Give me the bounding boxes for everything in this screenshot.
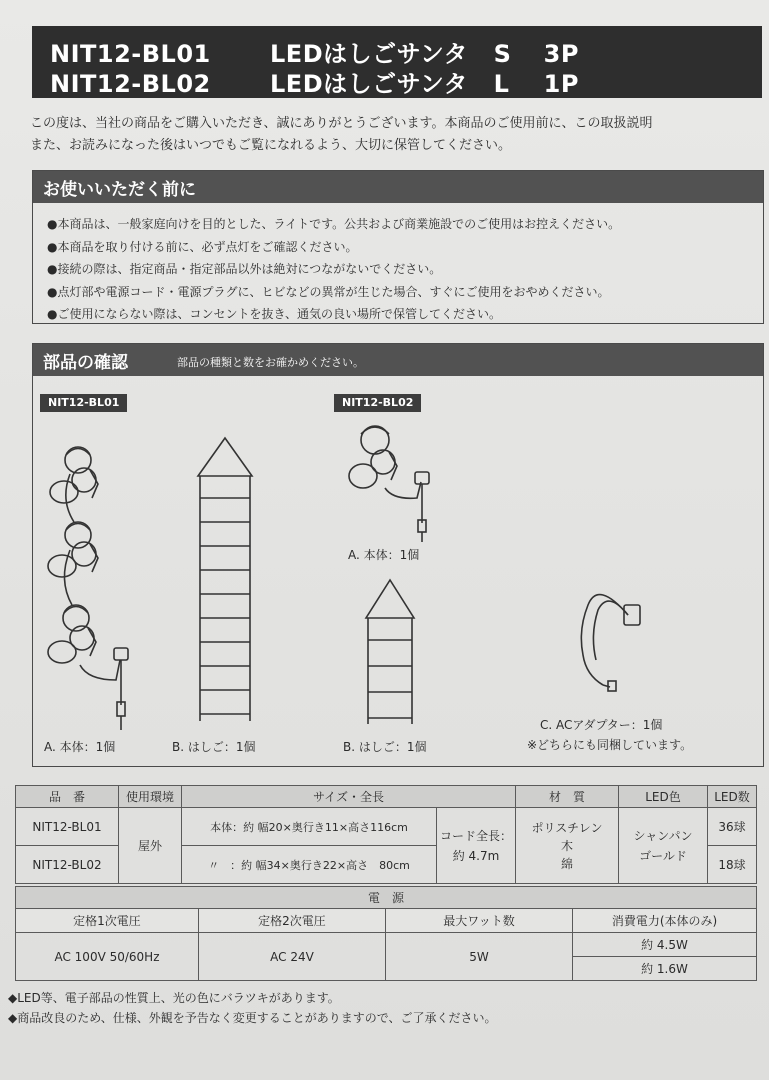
table-row <box>16 808 757 846</box>
product-size: S <box>493 40 512 68</box>
header-cell: LED数 <box>708 786 757 808</box>
footnotes <box>8 988 497 1028</box>
product-name: LEDはしごサンタ <box>270 70 468 98</box>
header-cell: 使用環境 <box>119 786 182 808</box>
product-size: L <box>493 70 510 98</box>
model-tag-bl01: NIT12-BL01 <box>40 394 127 412</box>
table-header-row <box>16 786 757 808</box>
before-use-section <box>32 170 764 324</box>
led-count-cell: 18球 <box>708 846 757 884</box>
cord-cell <box>437 808 516 884</box>
material-item: 木 <box>560 838 573 853</box>
environment-cell: 屋外 <box>119 808 182 884</box>
bullet-item: ●本商品を取り付ける前に、必ず点灯をご確認ください。 <box>47 239 358 254</box>
caption-a-bl02: A. 本体：1個 <box>348 548 420 562</box>
footnote: ◆商品改良のため、仕様、外観を予告なく変更することがありますので、ご了承ください。 <box>8 1011 497 1025</box>
spec-table <box>15 785 757 884</box>
secondary-voltage-cell: AC 24V <box>199 933 386 981</box>
bullet-item: ●点灯部や電源コード・電源プラグに、ヒビなどの異常が生じた場合、すぐにご使用をおやめください。 <box>47 284 610 299</box>
ladder-tall-illustration <box>190 436 260 726</box>
primary-voltage-cell: AC 100V 50/60Hz <box>16 933 199 981</box>
product-code: NIT12-BL02 <box>50 70 211 98</box>
ladder-short-illustration <box>360 578 420 728</box>
header-cell: 材 質 <box>516 786 619 808</box>
caption-a-bl01: A. 本体：1個 <box>44 740 116 754</box>
caption-c-note: ※どちらにも同梱しています。 <box>527 738 693 752</box>
header-cell: 最大ワット数 <box>386 909 573 933</box>
cord-value: 約 4.7m <box>452 848 500 863</box>
caption-b-bl01: B. はしご：1個 <box>172 740 256 754</box>
header-cell: 消費電力(本体のみ) <box>573 909 757 933</box>
section-title: お使いいただく前に <box>43 180 196 200</box>
section-header <box>33 344 763 376</box>
header-cell: LED色 <box>619 786 708 808</box>
product-qty: 3P <box>543 40 579 68</box>
title-bar <box>32 26 762 98</box>
section-title: 部品の確認 <box>43 353 128 373</box>
section-header <box>33 171 763 203</box>
consumption-cell: 約 1.6W <box>573 957 757 981</box>
bullet-list <box>47 213 620 326</box>
intro-line: この度は、当社の商品をご購入いただき、誠にありがとうございます。本商品のご使用前に、この取扱説明 <box>30 116 653 131</box>
led-color-line: ゴールド <box>639 848 687 863</box>
table-row <box>16 933 757 957</box>
section-subtitle: 部品の種類と数をお確かめください。 <box>177 356 364 369</box>
size-cell: 〃 ：約 幅34×奥行き22×高さ 80cm <box>182 846 437 884</box>
intro-text <box>30 113 652 157</box>
bullet-item: ●ご使用にならない際は、コンセントを抜き、通気の良い場所で保管してください。 <box>47 307 501 321</box>
product-qty: 1P <box>543 70 579 98</box>
header-cell: 定格1次電圧 <box>16 909 199 933</box>
led-color-line: シャンパン <box>633 828 693 843</box>
model-tag-bl02: NIT12-BL02 <box>334 394 421 412</box>
header-cell: サイズ・全長 <box>182 786 516 808</box>
santa-string-illustration <box>40 440 140 740</box>
header-cell: 定格2次電圧 <box>199 909 386 933</box>
max-watt-cell: 5W <box>386 933 573 981</box>
footnote: ◆LED等、電子部品の性質上、光の色にバラツキがあります。 <box>8 991 340 1005</box>
product-name: LEDはしごサンタ <box>270 40 468 68</box>
header-cell: 品 番 <box>16 786 119 808</box>
led-count-cell: 36球 <box>708 808 757 846</box>
consumption-cell: 約 4.5W <box>573 933 757 957</box>
bullet-item: ●接続の際は、指定商品・指定部品以外は絶対につながないでください。 <box>47 262 442 276</box>
power-table <box>15 886 757 981</box>
material-cell <box>516 808 619 884</box>
table-header-row <box>16 887 757 909</box>
code-cell: NIT12-BL02 <box>16 846 119 884</box>
ac-adapter-illustration <box>568 575 648 705</box>
caption-b-bl02: B. はしご：1個 <box>343 740 427 754</box>
material-item: 綿 <box>560 856 573 871</box>
bullet-item: ●本商品は、一般家庭向けを目的とした、ライトです。公共および商業施設でのご使用はお控えください。 <box>47 217 621 231</box>
caption-c: C. ACアダプター：1個 <box>540 718 663 732</box>
title-line-2 <box>50 64 579 99</box>
material-item: ポリスチレン <box>531 820 603 835</box>
santa-single-illustration <box>345 418 440 548</box>
led-color-cell <box>619 808 708 884</box>
power-title: 電 源 <box>16 887 757 909</box>
table-header-row <box>16 909 757 933</box>
size-cell: 本体：約 幅20×奥行き11×高さ116cm <box>182 808 437 846</box>
product-code: NIT12-BL01 <box>50 40 211 68</box>
intro-line: また、お読みになった後はいつでもご覧になれるよう、大切に保管してください。 <box>30 138 512 153</box>
cord-label: コード全長： <box>439 828 512 843</box>
code-cell: NIT12-BL01 <box>16 808 119 846</box>
